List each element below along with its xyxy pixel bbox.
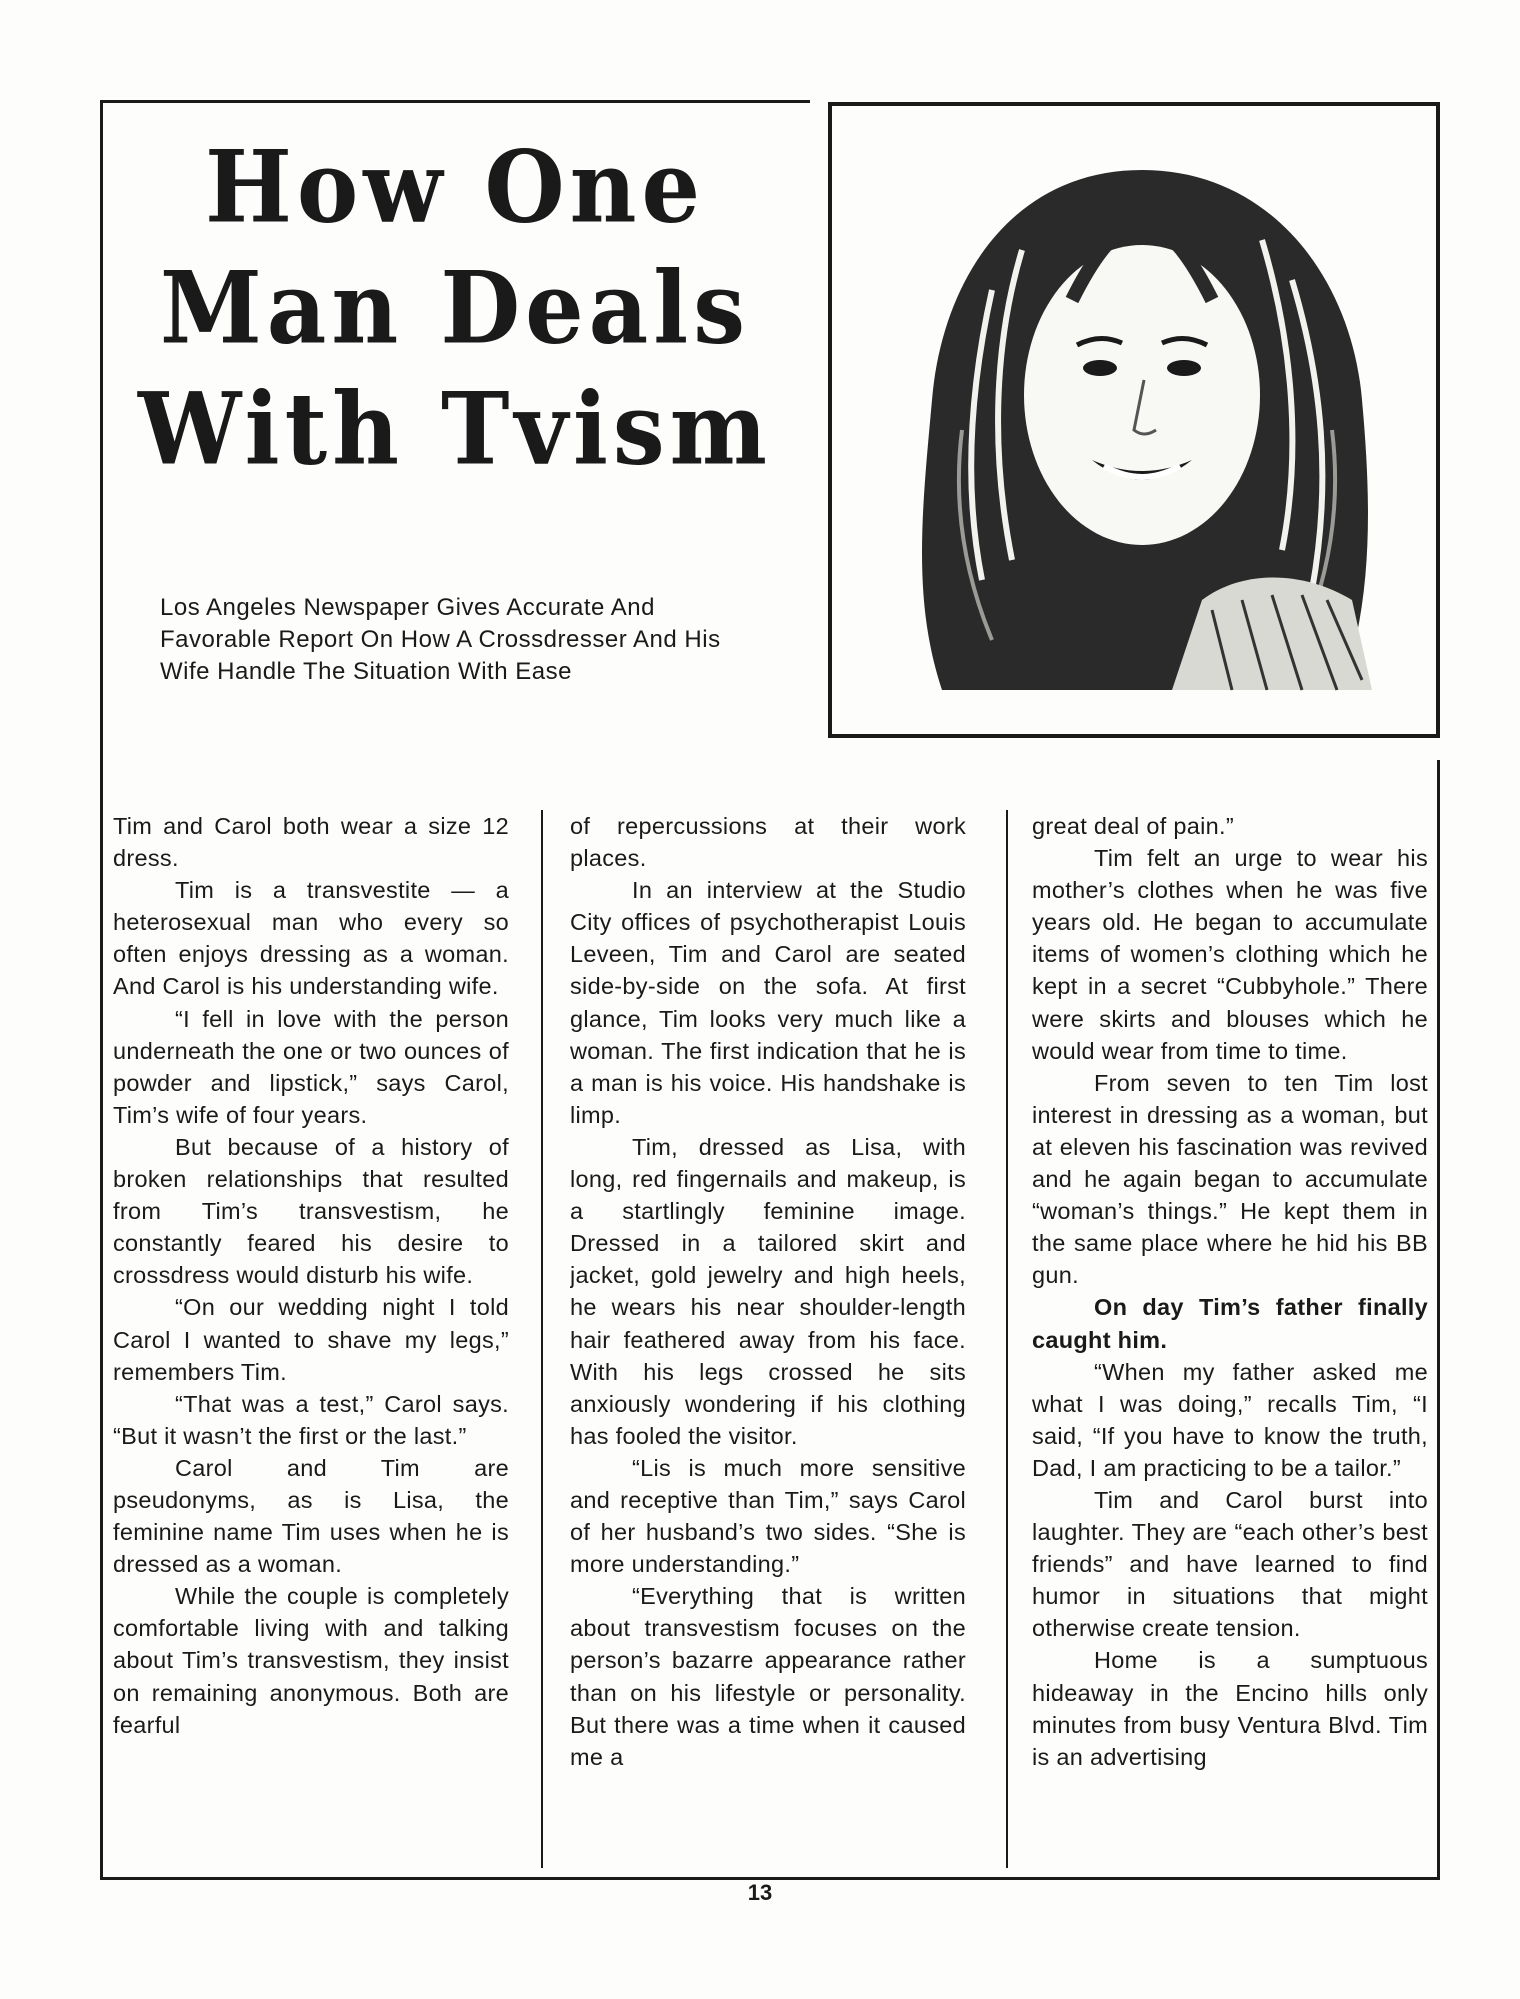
paragraph: Tim is a transvestite — a heterosexual man who every so often enjoys dressing as a woman. And Carol is his understanding wife. <box>113 877 509 1000</box>
column-divider <box>1006 810 1008 1868</box>
paragraph: In an interview at the Studio City offices of psychotherapist Louis Leveen, Tim and Carol are seated side-by-side on the sofa. At first glance, Tim looks very much like a woman. The first indication that he is a man is his voice. His handshake is limp. <box>570 877 966 1128</box>
paragraph: great deal of pain.” <box>1032 813 1234 839</box>
paragraph: Tim and Carol burst into laughter. They are “each other’s best friends” and have learned to find humor in situations that might otherwise create tension. <box>1032 1486 1428 1642</box>
paragraph: “When my father asked me what I was doing,” recalls Tim, “I said, “If you have to know the truth, Dad, I am practicing to be a tailor.” <box>1032 1358 1428 1481</box>
paragraph: “That was a test,” Carol says. “But it wasn’t the first or the last.” <box>113 1390 509 1449</box>
column-divider <box>541 810 543 1868</box>
article-column-3 <box>1032 810 1428 1870</box>
paragraph: Tim and Carol both wear a size 12 dress. <box>113 813 509 872</box>
paragraph: “I fell in love with the person underneath the one or two ounces of powder and lipstick,” says Carol, Tim’s wife of four years. <box>113 1005 509 1128</box>
paragraph: “Lis is much more sensitive and receptive than Tim,” says Carol of her husband’s two sides. “She is more understanding.” <box>570 1454 966 1578</box>
paragraph: While the couple is completely comfortable living with and talking about Tim’s transvestism, they insist on remaining anonymous. Both are fearful <box>113 1583 509 1738</box>
article-column-1 <box>113 810 509 1870</box>
subheadline: Los Angeles Newspaper Gives Accurate And Favorable Report On How A Crossdresser And His Wife Handle The Situation With Ease <box>160 594 721 685</box>
paragraph: On day Tim’s father finally caught him. <box>1032 1294 1428 1353</box>
portrait-illustration <box>828 102 1440 738</box>
page-number: 13 <box>747 1880 773 1905</box>
paragraph: Tim, dressed as Lisa, with long, red fingernails and makeup, is a startlingly feminine image. Dressed in a tailored skirt and jacket, gold jewelry and high heels, he wears his near shoulder-length hair feathered away from his face. With his legs crossed he sits anxiously wondering if his clothing has fooled the visitor. <box>570 1133 966 1449</box>
paragraph: From seven to ten Tim lost interest in dressing as a woman, but at eleven his fascination was revived and he again began to accumulate “woman’s things.” He kept them in the same place where he hid his BB gun. <box>1032 1069 1428 1289</box>
headline <box>100 127 810 490</box>
headline-line: Man Deals <box>159 249 751 367</box>
headline-line: How One <box>204 128 706 246</box>
paragraph: Tim felt an urge to wear his mother’s clothes when he was five years old. He began to accumulate items of women’s clothing which he kept in a secret “Cubbyhole.” There were skirts and blouses which he would wear from time to time. <box>1032 845 1428 1064</box>
paragraph: “On our wedding night I told Carol I wanted to shave my legs,” remembers Tim. <box>113 1294 509 1385</box>
paragraph: But because of a history of broken relationships that resulted from Tim’s transvestism, he constantly feared his desire to crossdress would disturb his wife. <box>113 1133 509 1289</box>
paragraph: Home is a sumptuous hideaway in the Encino hills only minutes from busy Ventura Blvd. Tim is an advertising <box>1032 1647 1428 1770</box>
paragraph: Carol and Tim are pseudonyms, as is Lisa, the feminine name Tim uses when he is dressed as a woman. <box>113 1454 509 1578</box>
article-column-2 <box>570 810 966 1870</box>
paragraph: “Everything that is written about transvestism focuses on the person’s bazarre appearance rather than on his lifestyle or personality. But there was a time when it caused me a <box>570 1583 966 1770</box>
paragraph: of repercussions at their work places. <box>570 813 966 872</box>
headline-line: With Tvism <box>137 370 773 488</box>
woman-portrait-icon <box>872 130 1412 720</box>
